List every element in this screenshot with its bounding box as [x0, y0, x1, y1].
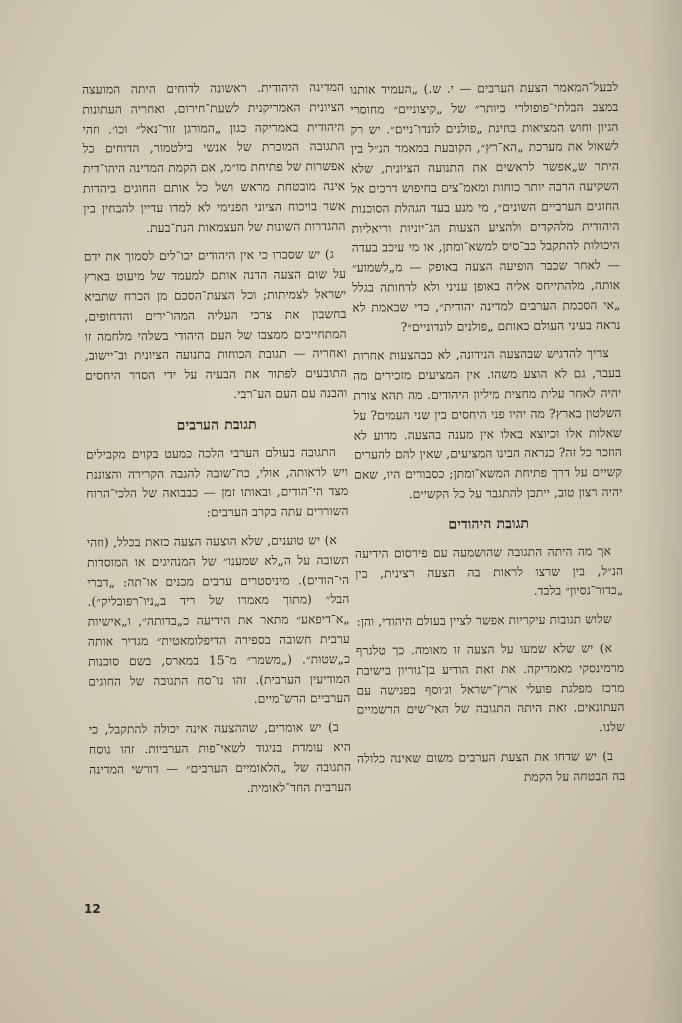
paragraph: התגובה בעולם הערבי הלכה כמעט בקוים מקבילים ויש לראותה, אולי, כת־שובה להגבה הקרירה והצוננת מצד הי־הודים, ובאותו זמן — כבבואה של הלכי־הרוח השוררים עתה בקרב הערבים:: [85, 444, 349, 520]
paragraph: שלוש תגובות עיקריות אפשר לציין בעולם היהודי, והן:: [356, 612, 612, 629]
page-edge-shadow: [642, 0, 682, 1023]
paragraph: ב) יש שדחו את הצעת הערבים משום שאינה כלולה בה הבטחה על הקמת: [357, 748, 626, 784]
section-heading-arab-reaction: תגובת הערבים: [176, 416, 257, 434]
section-heading-jewish-reaction: תגובת היהודים: [448, 515, 530, 533]
paragraph: אך מה היתה התגובה שהושמעה עם פירסום הידיעה הנ״ל, בין שרצו לראות בה הצעה רצינית, בין „כדור־נסיון״ בלבד.: [354, 543, 624, 599]
paragraph: א) יש טוענים, שלא הוצעה הצעה כזאת בכלל, (וזהי תשובה על ה„לא שמענו״ של המנהיגים או המוסדות הי־הודים). מיניסטרים ערבים מכנים או־תה: „דברי הבל״ (מתוך מאמרו של ריד ב„ניו־רפובליק״). „א־דיפאע״ מתאר את הידיעה כ„בדותה״, ו„אישיות ערבית חשובה בספירה הדיפלומאטית״ מגדיר אותה כ„שטות״. („משמר״ מ־15 במארס, בשם סוכנות המודיעין הערבית). זהו נו־סח התגובה של החוגים הערביים הרש־מיים.: [86, 533, 351, 707]
paragraph: א) יש שלא שמעו על הצעה זו מאומה. כך טלגרף מרמינסקי מאמריקה. את זאת הודיע בן־גוריון בישיבת מרכז מפלגת פועלי ארץ־ישראל וג׳וסף בפגישה עם העתונאים. זאת היתה התגובה של האי־שים הרשמיים שלנו.: [355, 641, 625, 735]
paragraph: לבעל־המאמר הצעת הערבים — י. ש.) „העמיד אותנו במצב הבלתי־פופולרי ביותר״ של „קיצוניים״ מחוסרי הגיון וחוש המציאות בחינת „פולנים לונדו־ניים״. יש רק לשאול את מערכת „הא־רץ״, הקובעת במאמר הנ״ל בין היתר ש„אפשר לראשים את התנועה הציונית, שלא השקיעה הרבה יותר כוחות ומאמ־צים בחיפוש דרכים אל החוגים הערביים השונים״, מי מנע בעד הגהלת הסוכנות היהודית מלהקדים ולהציע הצעות הג־יוניות וריאליות היכולות להתקבל כב־סיס למשא־ומתן, או מי עיכב בעדה — לאחר שכבר הופיעה הצעה באופק — מ„לשמוע״ אותה, מלהתייחס אליה באופן עניני ולא לדחותה בגלל „אי הסכמת הערבים למדינה יהודית״, כדי שבאמת לא נראה בעיני העולם כאותם „פולנים לונדוניים״?: [350, 79, 621, 334]
paragraph: צריך להדגיש שבהצעה הנידונה, לא כבהצעות אחרות בעבר, גם לא הוצע משהו. אין המציעים מזכירים מה יהיה לאחר עלית מחצית מיליון היהודים. מה תהא צורת השלטון בארץ? מה יהיו פני היחסים בין שני העמים? על שאלות אלו וכיוצא באלו אין מענה בהצעה. מדוע לא הוזכר כל זה? כנראה הבינו המציעים, שאין להם להערים קשיים על דרך פתיחת המשא־ומתן; כסבורים היו, שאם יהיה רצון טוב, ייתכן להתגבר על כל הקשיים.: [352, 346, 623, 502]
right-column: [350, 78, 625, 798]
paragraph: המדינה היהודית. ראשונה לדוחים היתה המועצה הציונית האמריקנית לשעת־חירום, ואחריה העתונות היהודית באמריקה כגון „המורגן זור־נאל״ וכו׳. וזהי התגובה המוכרת של אנשי בילטמור, הדוחים כל אפשרות של פתיחת מו״מ, אם הקמת המדינה היהו־דית אינה מובטחת מראש ושל כל אותם החוגים ביהדות אשר בויכוח הציוני הפנימי לא למדו עדיין להבחין בין ההגדרות השונות של העצמאות הנת־בעת.: [82, 79, 346, 235]
page-number: 12: [84, 902, 101, 916]
paragraph: ג) יש שסברו כי אין היהודים יכו־לים לסמוך את ידם על שום הצעה הדנה אותם למעמד של מיעוט בארץ ישראל לצמיתות; וכל הצעת־הסכם מן הכרח שתביא בחשבון את צרכי העליה המהו־ירים והדחופים, המתחייבים ממצבו של העם היהודי בשלהי מלחמה זו ואחריה — תגובת הכוחות בתנועה הציונית וב־יישוב, התובעים לפתור את הבעיה על ידי הסדר היחסים והבנה עם העם הע־רבי.: [83, 247, 348, 402]
paragraph: ב) יש אומרים, שההצעה אינה יכולה להתקבל, כי היא עומדת בניגוד לשאי־פות הערביות. זהו נוסח התגובה של „הלאומיים הערבים״ — דורשי המדינה הערבית החד־לאומית.: [88, 720, 352, 795]
left-column: [82, 78, 352, 809]
